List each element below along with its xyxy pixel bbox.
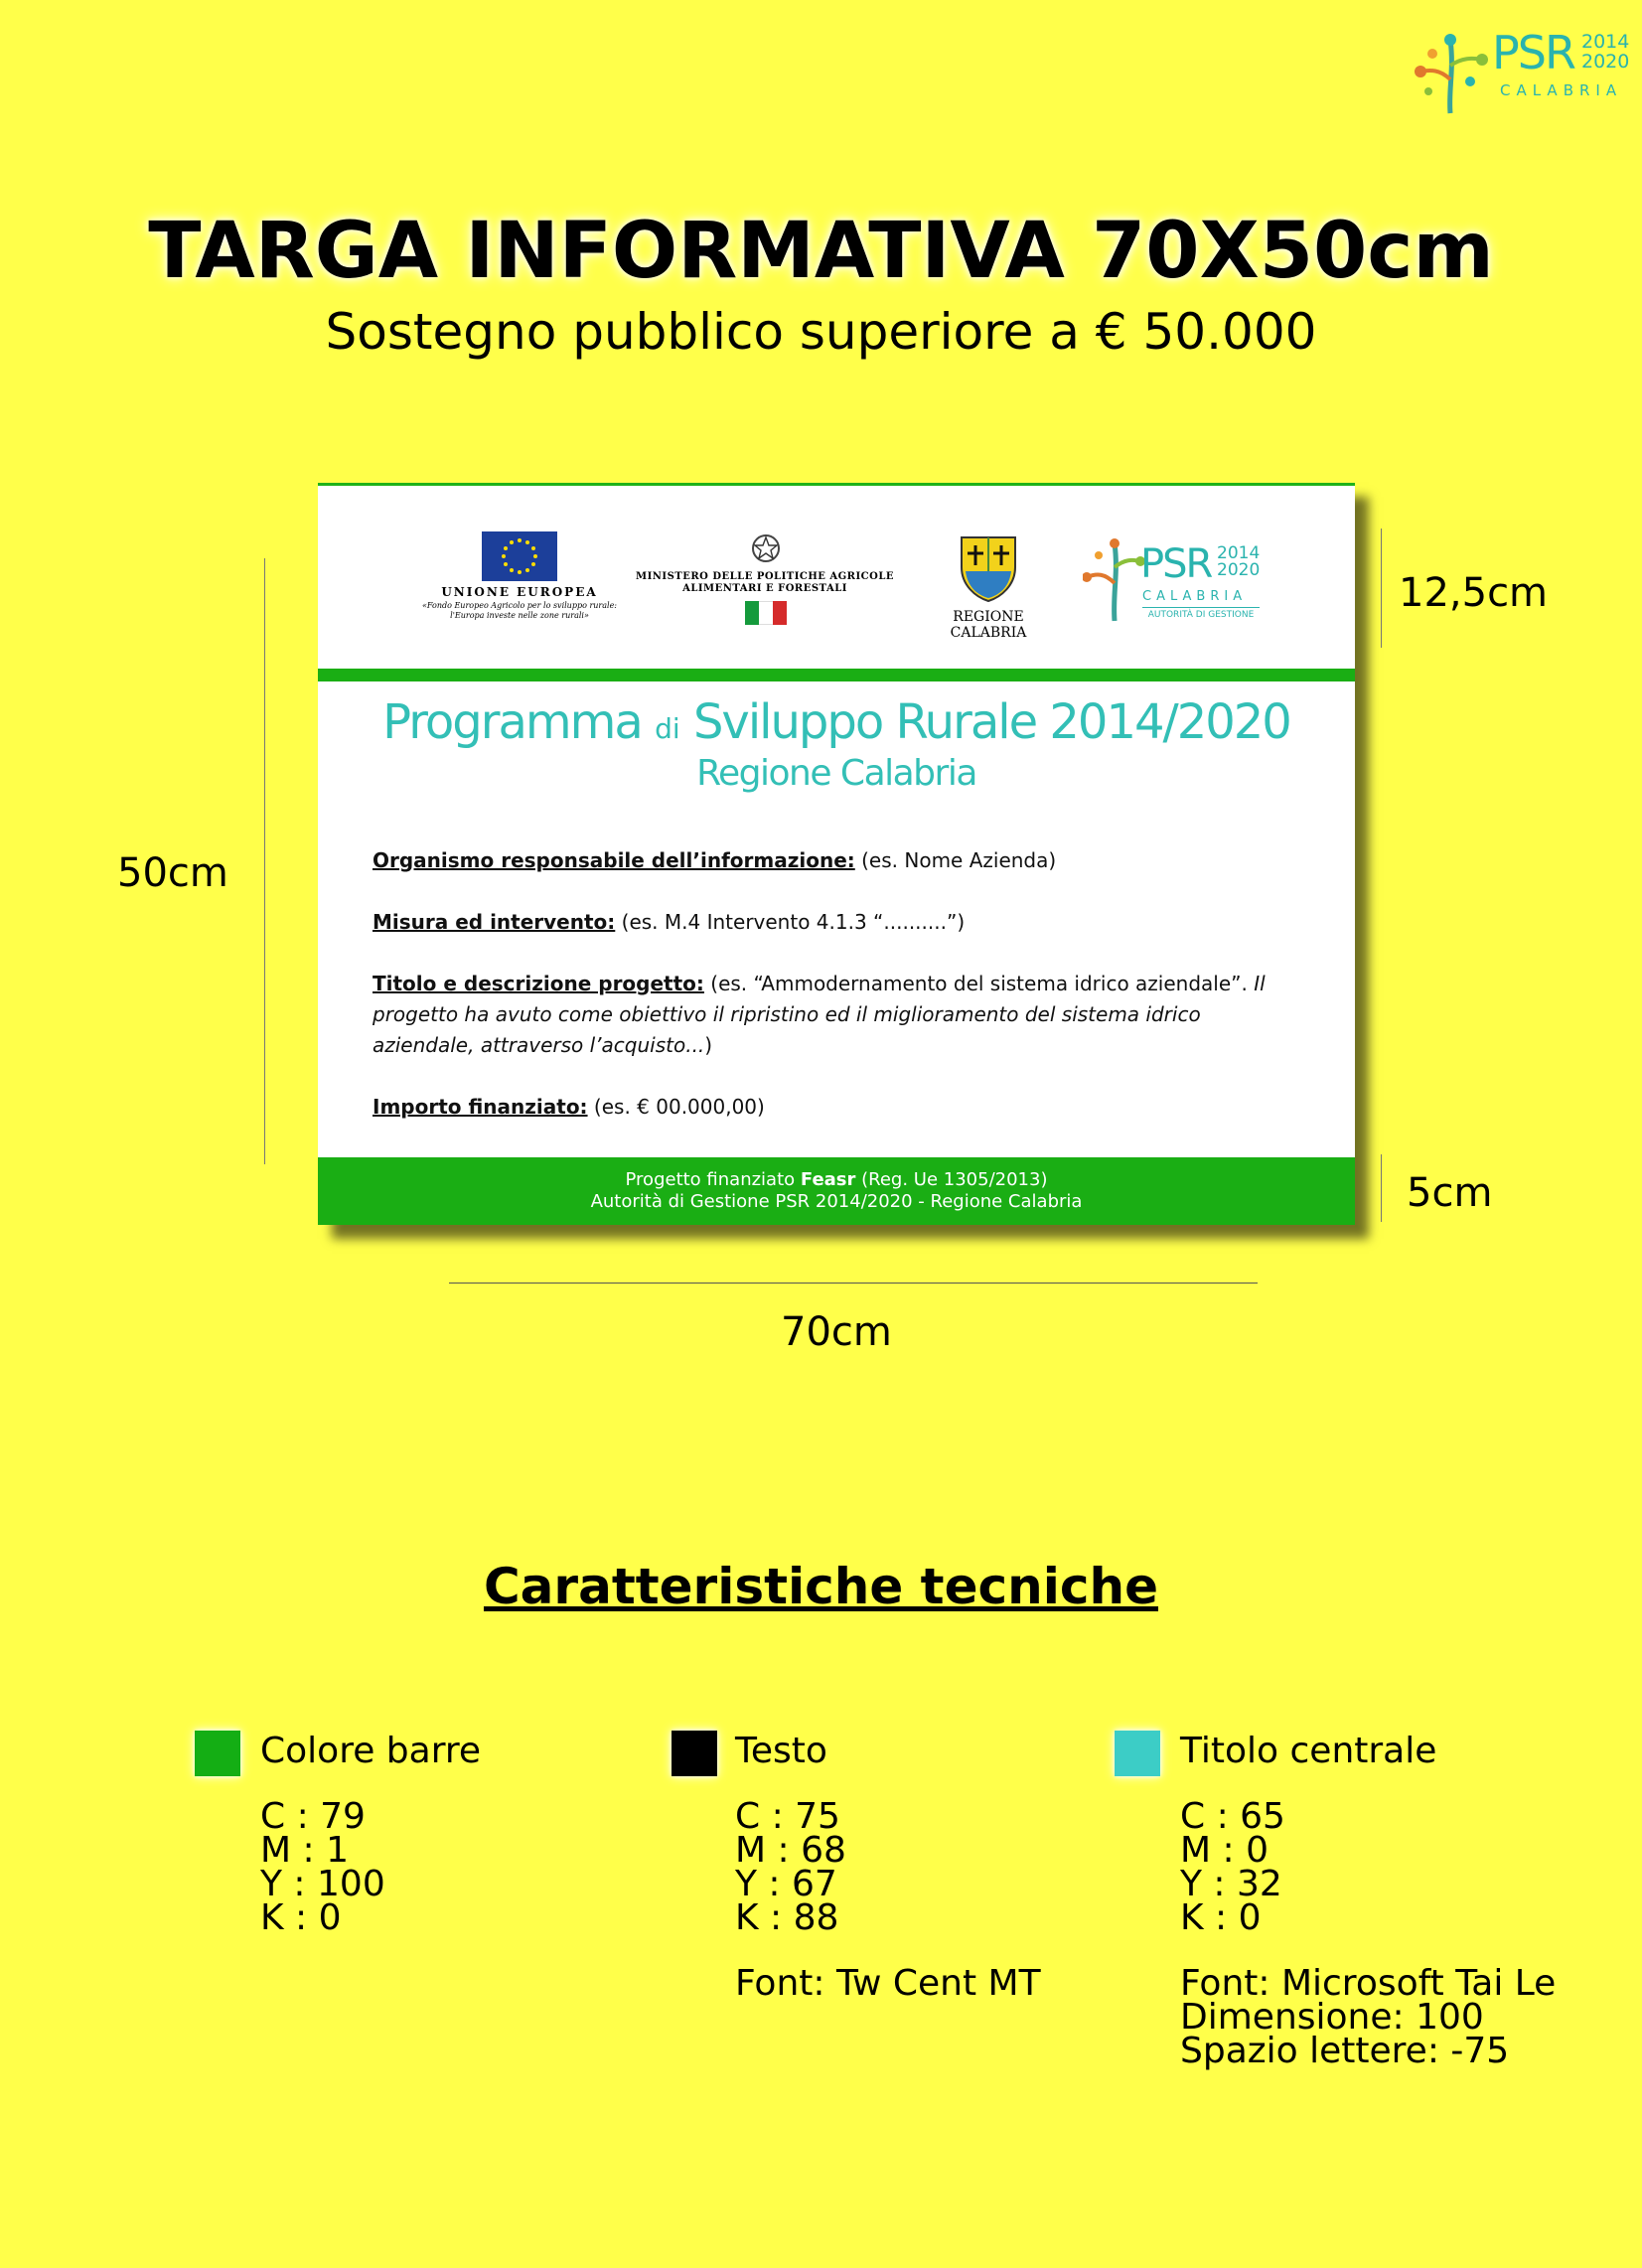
sign-header-bar bbox=[318, 669, 1355, 681]
eu-logo bbox=[405, 531, 634, 621]
sign-field-misura: Misura ed intervento: (es. M.4 Intervento 4.1.3 “..........”) bbox=[373, 910, 966, 934]
tree-icon bbox=[1411, 30, 1490, 115]
psr-authority: AUTORITÀ DI GESTIONE bbox=[1142, 607, 1260, 620]
height-dimension-line bbox=[264, 558, 265, 1164]
sign-title: Programma di Sviluppo Rurale 2014/2020 bbox=[382, 694, 1290, 750]
psr-text: PSR bbox=[1140, 541, 1212, 587]
italian-emblem-icon bbox=[750, 531, 782, 565]
sign-field-organismo: Organismo responsabile dell’informazione: (es. Nome Azienda) bbox=[373, 848, 1057, 872]
psr-tree-icon bbox=[1083, 533, 1144, 623]
psr-logo bbox=[1083, 528, 1281, 637]
central-title-cmyk-values: C : 65 M : 0 Y : 32 K : 0 bbox=[1180, 1796, 1285, 1938]
header-band-dimension-label: 12,5cm bbox=[1399, 570, 1549, 616]
corner-psr-text: PSR bbox=[1492, 26, 1574, 79]
bars-cmyk-values: C : 79 M : 1 Y : 100 K : 0 bbox=[260, 1796, 385, 1938]
specs-title: Caratteristiche tecniche bbox=[483, 1558, 1159, 1615]
sign-region-title: Regione Calabria bbox=[696, 753, 976, 794]
central-title-font-info: Font: Microsoft Tai Le Dimensione: 100 Spazio lettere: -75 bbox=[1180, 1963, 1557, 2071]
corner-psr-years: 2014 2020 bbox=[1581, 31, 1630, 73]
calabria-logo bbox=[914, 531, 1063, 641]
sign-field-importo: Importo finanziato: (es. € 00.000,00) bbox=[373, 1095, 765, 1119]
width-dimension-line bbox=[449, 1283, 1258, 1284]
central-title-color-label: Titolo centrale bbox=[1180, 1731, 1437, 1771]
page-title: TARGA INFORMATIVA 70X50cm bbox=[148, 207, 1494, 296]
text-cmyk-values: C : 75 M : 68 Y : 67 K : 88 bbox=[735, 1796, 846, 1938]
central-title-color-swatch bbox=[1115, 1731, 1160, 1776]
ministry-logo bbox=[636, 531, 894, 631]
text-color-label: Testo bbox=[735, 1731, 827, 1771]
psr-region: CALABRIA bbox=[1142, 589, 1248, 604]
sign-field-titolo: Titolo e descrizione progetto: (es. “Ammodernamento del sistema idrico aziendale”. Il progetto ha avuto come obiettivo il ripristino ed il miglioramento del sistema idrico aziendale, attraverso l’acquisto...) bbox=[373, 972, 1266, 1057]
corner-psr-region: CALABRIA bbox=[1500, 81, 1623, 99]
eu-flag-icon bbox=[482, 531, 557, 581]
calabria-shield-icon bbox=[956, 531, 1021, 603]
text-color-swatch bbox=[672, 1731, 717, 1776]
sign-mockup bbox=[318, 483, 1355, 1225]
page-subtitle: Sostegno pubblico superiore a € 50.000 bbox=[325, 303, 1317, 361]
bars-color-swatch bbox=[195, 1731, 240, 1776]
sign-footer-bar bbox=[318, 1157, 1355, 1225]
text-font: Font: Tw Cent MT bbox=[735, 1963, 1041, 2004]
header-band-dimension-line bbox=[1381, 529, 1382, 648]
ministry-name: MINISTERO DELLE POLITICHE AGRICOLE ALIMENTARI E FORESTALI bbox=[636, 571, 894, 594]
footer-line-1: Progetto finanziato Feasr (Reg. Ue 1305/2013) bbox=[625, 1169, 1048, 1190]
height-dimension-label: 50cm bbox=[117, 850, 228, 896]
footer-line-2: Autorità di Gestione PSR 2014/2020 - Regione Calabria bbox=[590, 1191, 1083, 1212]
eu-motto: «Fondo Europeo Agricolo per lo sviluppo rurale: l'Europa investe nelle zone rurali» bbox=[422, 601, 617, 620]
footer-band-dimension-line bbox=[1381, 1154, 1382, 1222]
italian-flag-icon bbox=[745, 601, 787, 625]
footer-band-dimension-label: 5cm bbox=[1407, 1170, 1493, 1216]
psr-corner-logo bbox=[1411, 26, 1630, 115]
bars-color-label: Colore barre bbox=[260, 1731, 482, 1771]
calabria-name: REGIONE CALABRIA bbox=[950, 609, 1027, 641]
eu-name: UNIONE EUROPEA bbox=[441, 585, 598, 599]
psr-years: 2014 2020 bbox=[1217, 543, 1261, 580]
width-dimension-label: 70cm bbox=[781, 1309, 892, 1355]
